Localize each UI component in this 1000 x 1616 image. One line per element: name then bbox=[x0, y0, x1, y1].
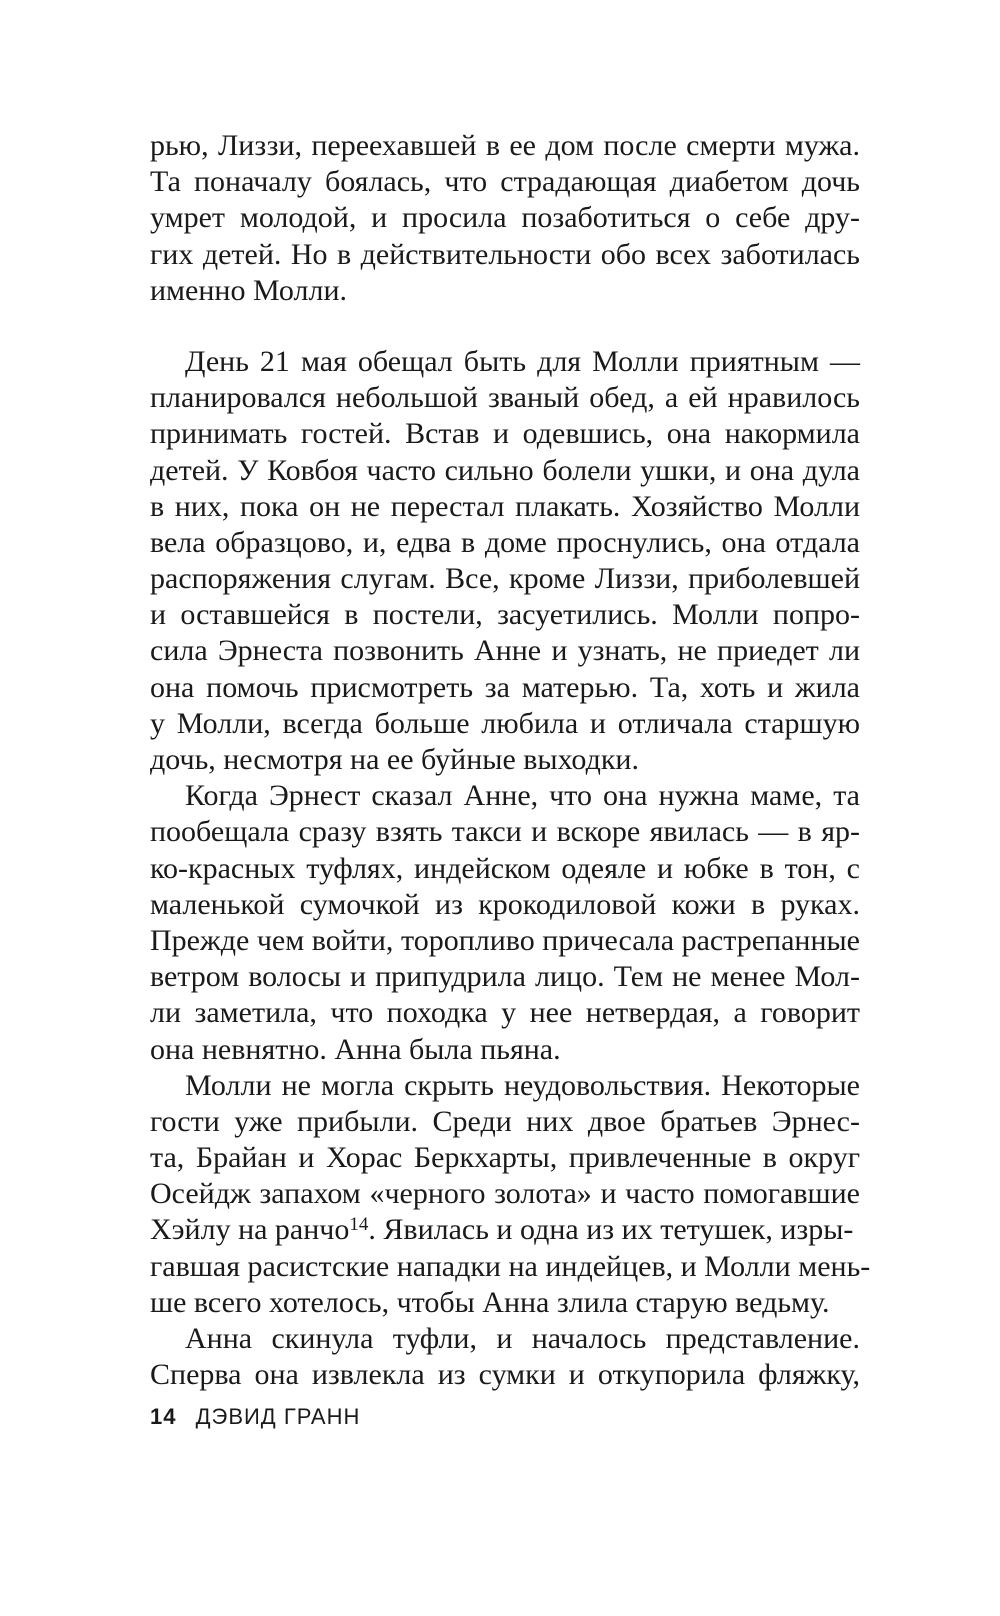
section-break bbox=[150, 309, 860, 344]
text-line: Та поначалу боялась, что страдающая диабетом дочь bbox=[150, 165, 860, 199]
text-line: рью, Лиззи, переехавшей в ее дом после смерти мужа. bbox=[150, 129, 860, 162]
text-line: и оставшейся в постели, засуетились. Молли попро- bbox=[150, 598, 860, 632]
text-line: гавшая расистские нападки на индейцев, и Молли мень- bbox=[150, 1249, 871, 1283]
page-footer bbox=[150, 1404, 360, 1430]
text-fragment: . Явилась и одна из их тетушек, изры- bbox=[368, 1213, 854, 1247]
text-line: День 21 мая обещал быть для Молли приятным — bbox=[185, 344, 860, 378]
text-line bbox=[150, 1212, 860, 1248]
text-line: распоряжения слугам. Все, кроме Лиззи, приболевшей bbox=[150, 562, 860, 596]
text-line: гости уже прибыли. Среди них двое братьев Эрнес- bbox=[150, 1104, 860, 1138]
text-line: именно Молли. bbox=[150, 273, 347, 307]
text-line: умрет молодой, и просила позаботиться о себе дру- bbox=[150, 201, 860, 235]
text-line: ли заметила, что походка у нее нетвердая, а говорит bbox=[150, 996, 860, 1030]
text-line: она невнятно. Анна была пьяна. bbox=[150, 1032, 561, 1066]
text-line: дочь, несмотря на ее буйные выходки. bbox=[150, 743, 639, 776]
text-line: планировался небольшой званый обед, а ей нравилось bbox=[150, 381, 860, 415]
body-text bbox=[150, 128, 871, 1393]
running-author: ДЭВИД ГРАНН bbox=[195, 1404, 361, 1429]
text-line: вела образцово, и, едва в доме проснулись, она отдала bbox=[150, 525, 860, 559]
page-number: 14 bbox=[150, 1404, 177, 1429]
text-line: Молли не могла скрыть неудовольствия. Некоторые bbox=[185, 1068, 860, 1102]
text-line: она помочь присмотреть за матерью. Та, хоть и жила bbox=[150, 670, 860, 704]
footnote-ref[interactable]: 14 bbox=[349, 1214, 369, 1236]
text-line: гих детей. Но в действительности обо всех заботилась bbox=[150, 237, 860, 271]
text-line: та, Брайан и Хорас Беркхарты, привлеченные в округ bbox=[150, 1141, 860, 1175]
text-line: сила Эрнеста позвонить Анне и узнать, не приедет ли bbox=[150, 634, 860, 668]
text-line: ко-красных туфлях, индейском одеяле и юбке в тон, с bbox=[150, 851, 860, 885]
text-line: Анна скинула туфли, и началось представление. bbox=[185, 1322, 860, 1355]
text-line: Прежде чем войти, торопливо причесала растрепанные bbox=[150, 923, 860, 957]
text-line: детей. У Ковбоя часто сильно болели ушки, и она дула bbox=[150, 453, 860, 487]
text-line: ветром волосы и припудрила лицо. Тем не менее Мол- bbox=[150, 960, 860, 994]
text-line: принимать гостей. Встав и одевшись, она накормила bbox=[150, 417, 860, 451]
text-line: маленькой сумочкой из крокодиловой кожи в руках. bbox=[150, 887, 860, 921]
text-line: Осейдж запахом «черного золота» и часто помогавшие bbox=[150, 1177, 860, 1211]
text-line: пообещала сразу взять такси и вскоре явилась — в яр- bbox=[150, 815, 860, 849]
text-line: ше всего хотелось, чтобы Анна злила старую ведьму. bbox=[150, 1285, 830, 1319]
text-fragment: Хэйлу на ранчо bbox=[150, 1213, 350, 1247]
text-line: в них, пока он не перестал плакать. Хозяйство Молли bbox=[150, 489, 860, 523]
text-line: Сперва она извлекла из сумки и откупорила фляжку, bbox=[150, 1358, 860, 1392]
text-line: Когда Эрнест сказал Анне, что она нужна маме, та bbox=[185, 779, 860, 813]
text-line: у Молли, всегда больше любила и отличала старшую bbox=[150, 706, 860, 740]
